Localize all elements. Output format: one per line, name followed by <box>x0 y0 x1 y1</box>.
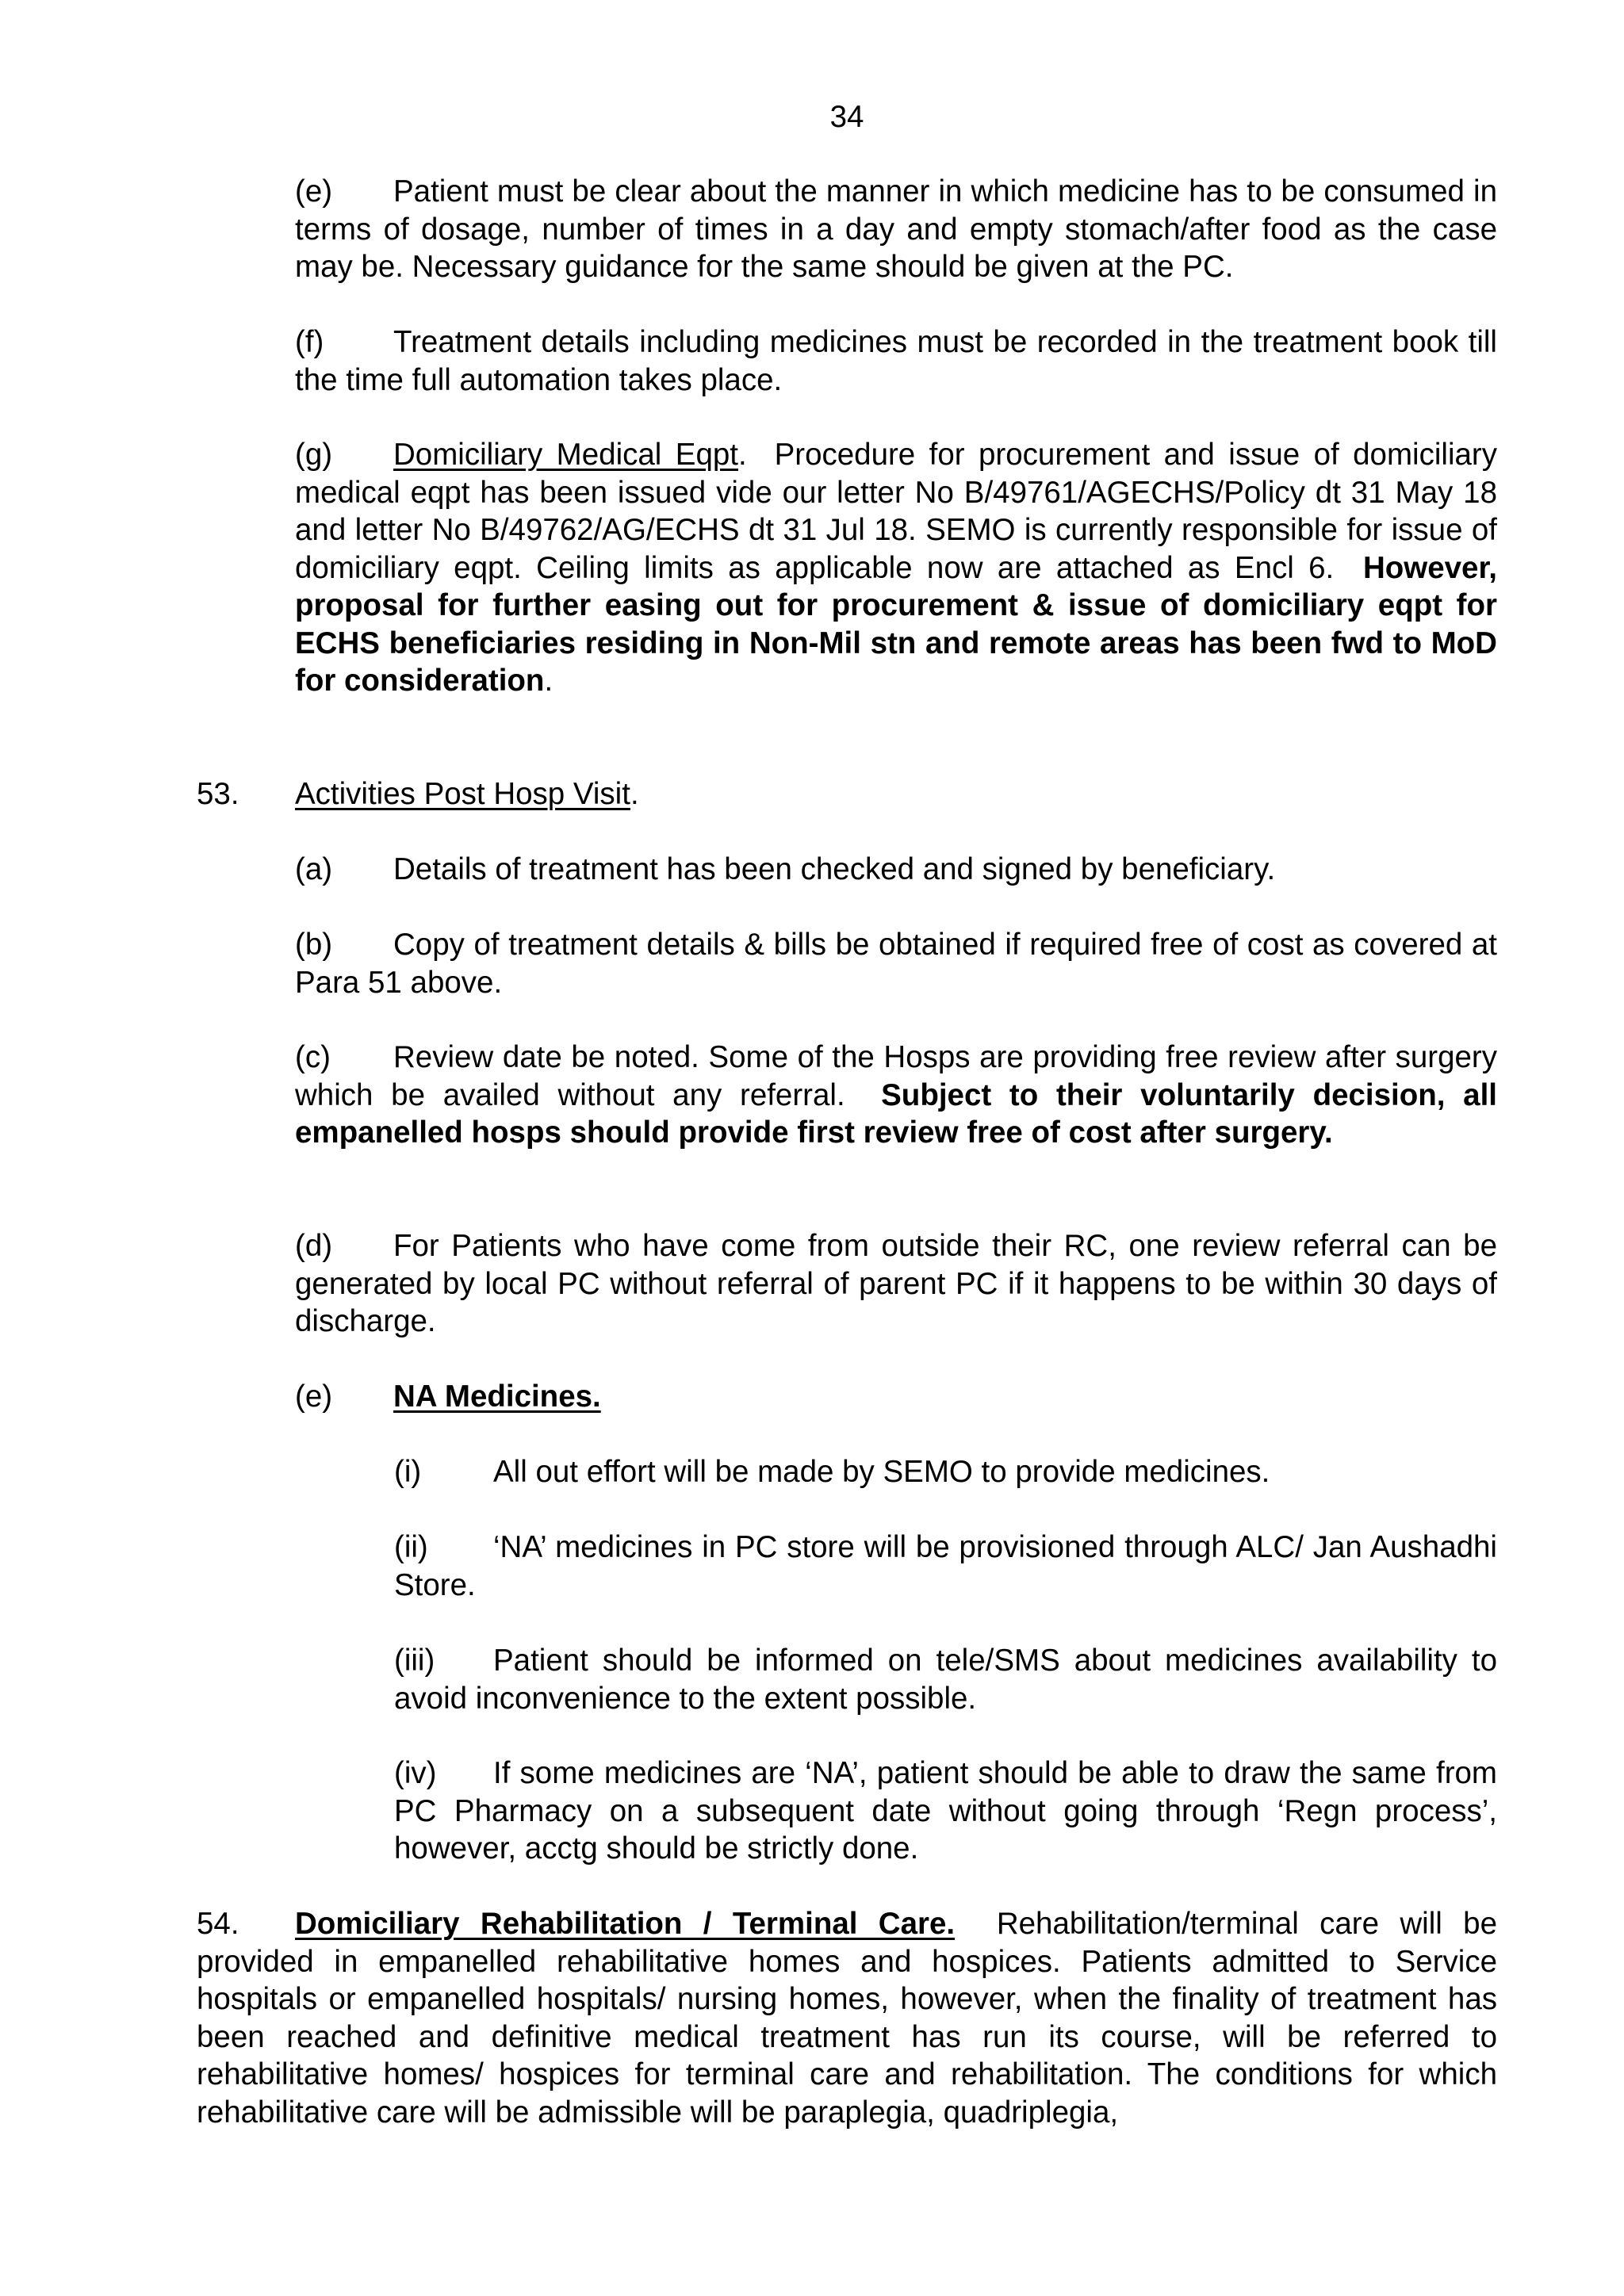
paragraph-text: Patient must be clear about the manner in which medicine has to be consumed in terms of dosage, number of times in a day and empty stomach/after food as the case may be. Necessary guidance for the same should be given at the PC. <box>295 174 1497 284</box>
paragraph-g <box>295 436 1497 700</box>
paragraph-label: (e) <box>295 1380 333 1414</box>
section-53-heading <box>197 775 639 813</box>
paragraph-text: Rehabilitation/terminal care will be provided in empanelled rehabilitative homes and hospices. Patients admitted to Service hospitals or empanelled hospitals/ nursing homes, however, when the finality of treatment has been reached and definitive medical treatment has run its course, will be referred to rehabilitative homes/ hospices for terminal care and rehabilitation. The conditions for which rehabilitative care will be admissible will be paraplegia, quadriplegia, <box>197 1907 1497 2130</box>
end-punctuation: . <box>544 664 553 698</box>
paragraph-bold-text: However, proposal for further easing out for procurement & issue of domiciliary eqpt for ECHS beneficiaries residing in Non-Mil stn and remote areas has been fwd to MoD for consideration <box>295 550 1497 698</box>
paragraph-text: Review date be noted. Some of the Hosps are providing free review after surgery which be availed without any referral. <box>295 1040 1497 1112</box>
section-number: 54. <box>197 1907 239 1941</box>
subparagraph-i <box>394 1453 1497 1491</box>
paragraph-text: Procedure for procurement and issue of domiciliary medical eqpt has been issued vide our letter No B/49761/AGECHS/Policy dt 31 May 18 and letter No B/49762/AG/ECHS dt 31 Jul 18. SEMO is currently responsible for issue of domiciliary eqpt. Ceiling limits as applicable now are attached as Encl 6. <box>295 438 1497 585</box>
paragraph-e <box>295 173 1497 286</box>
subparagraph-text: ‘NA’ medicines in PC store will be provisioned through ALC/ Jan Aushadhi Store. <box>394 1530 1497 1602</box>
subparagraph-text: Patient should be informed on tele/SMS about medicines availability to avoid inconvenience to the extent possible. <box>394 1644 1497 1716</box>
paragraph-text: Details of treatment has been checked and signed by beneficiary. <box>393 852 1276 886</box>
heading-punctuation: . <box>630 777 639 811</box>
section-title: Activities Post Hosp Visit <box>295 777 630 811</box>
paragraph-label: (a) <box>295 852 333 886</box>
section-number: 53. <box>197 777 239 811</box>
paragraph-label: (b) <box>295 928 333 962</box>
subparagraph-iii <box>394 1642 1497 1717</box>
subparagraph-iv <box>394 1755 1497 1868</box>
subparagraph-label: (ii) <box>394 1530 428 1564</box>
heading-punctuation: . <box>737 438 747 472</box>
subparagraph-text: All out effort will be made by SEMO to provide medicines. <box>493 1455 1270 1489</box>
paragraph-53-a <box>295 851 1497 889</box>
paragraph-53-d <box>295 1227 1497 1341</box>
paragraph-label: (f) <box>295 325 324 359</box>
subparagraph-ii <box>394 1529 1497 1604</box>
subparagraph-label: (i) <box>394 1455 422 1489</box>
paragraph-label: (d) <box>295 1229 333 1263</box>
paragraph-text: Treatment details including medicines must be recorded in the treatment book till the time full automation takes place. <box>295 325 1497 397</box>
paragraph-label: (c) <box>295 1040 331 1074</box>
paragraph-53-c <box>295 1039 1497 1152</box>
paragraph-label: (e) <box>295 174 333 209</box>
paragraph-text: Copy of treatment details & bills be obtained if required free of cost as covered at Para 51 above. <box>295 928 1497 1000</box>
paragraph-heading: NA Medicines. <box>393 1380 601 1414</box>
paragraph-label: (g) <box>295 438 333 472</box>
paragraph-bold-text: Subject to their voluntarily decision, all empanelled hosps should provide first review free of cost after surgery. <box>295 1077 1497 1150</box>
page-number: 34 <box>829 100 864 134</box>
paragraph-53-e <box>295 1378 1497 1416</box>
subparagraph-label: (iv) <box>394 1756 437 1790</box>
subparagraph-label: (iii) <box>394 1644 435 1678</box>
paragraph-heading: Domiciliary Medical Eqpt <box>393 438 738 472</box>
paragraph-f <box>295 323 1497 399</box>
subparagraph-text: If some medicines are ‘NA’, patient should be able to draw the same from PC Pharmacy on a subsequent date without going through ‘Regn process’, however, acctg should be strictly done. <box>394 1756 1497 1866</box>
section-title: Domiciliary Rehabilitation / Terminal Care. <box>295 1907 956 1941</box>
paragraph-text: For Patients who have come from outside their RC, one review referral can be generated by local PC without referral of parent PC if it happens to be within 30 days of discharge. <box>295 1229 1497 1338</box>
section-54 <box>197 1905 1497 2131</box>
paragraph-53-b <box>295 926 1497 1001</box>
